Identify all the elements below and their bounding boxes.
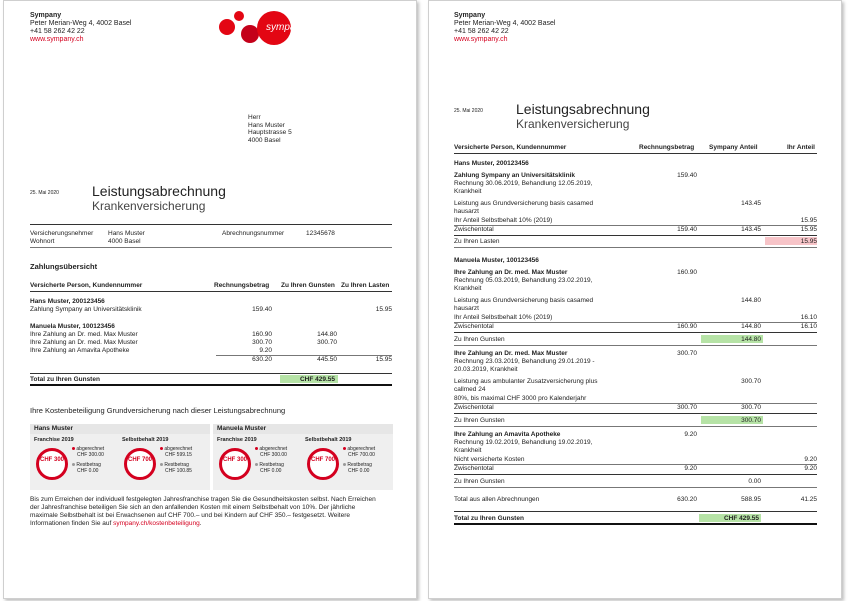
d-subtotal-label: Zwischentotal [454,465,494,472]
d-total-amount: 630.20 [677,496,697,503]
d-yours: 15.95 [800,217,817,224]
selbstbehalt-legend [343,446,375,474]
d-amount: 9.20 [684,431,697,438]
d-favor-label: Zu Ihren Gunsten [454,336,505,343]
d-favor-value: 0.00 [748,478,761,485]
d-line: Rechnung 30.06.2019, Behandlung 12.05.2019, [454,180,593,187]
d-line: callmed 24 [454,386,486,393]
page-2 [428,0,842,599]
ov-total-value: CHF 429.55 [299,376,335,383]
selbstbehalt-legend [160,446,192,474]
d-yours: 15.95 [800,226,817,233]
d-line: Zahlung Sympany an Universitätsklinik [454,172,576,179]
d-col-sympany: Sympany Anteil [709,144,758,151]
d-sympany: 144.80 [741,297,761,304]
vn-label: Versicherungsnehmer [30,230,94,237]
d-charge-value: 15.95 [800,238,817,245]
ov-row-charge: 15.95 [375,306,392,313]
d-line: Krankheit [454,188,482,195]
d-grand-total-value: CHF 429.55 [723,515,759,522]
franchise-gauge [36,448,68,480]
billed-dot-icon [72,447,75,450]
d-yours: 16.10 [800,314,817,321]
fr-rest-value: CHF 0.00 [260,468,282,474]
d-line: Krankheit [454,285,482,292]
legend-rest: Restbetrag [164,462,189,468]
abr-label: Abrechnungsnummer [222,230,285,237]
billed-dot-icon [255,447,258,450]
footer-period: . [199,520,202,527]
ov-sum-amount: 630.20 [252,356,272,363]
vn-value: Hans Muster [108,230,145,237]
d-line: Leistung aus Grundversicherung basis casamed [454,200,594,207]
d-favor-value: 300.70 [741,417,761,424]
sender-company: Sympany [30,12,62,19]
sb-rest-value: CHF 100.85 [165,468,192,474]
d-line: 80%, bis maximal CHF 3000 pro Kalenderjahr [454,395,587,402]
d-total-yours: 41.25 [800,496,817,503]
ov-row-favor: 144.80 [317,331,337,338]
d-sympany: 144.80 [741,323,761,330]
ov-total-label: Total zu Ihren Gunsten [30,376,100,383]
document-date: 25. Mai 2020 [30,190,59,196]
rest-dot-icon [72,463,75,466]
ov-person-2: Manuela Muster, 100123456 [30,323,115,330]
ov-row-label: Ihre Zahlung an Amavita Apotheke [30,347,130,354]
document-subtitle: Krankenversicherung [92,199,206,213]
selbstbehalt-label: Selbstbehalt 2019 [305,437,352,443]
recipient-name: Hans Muster [248,121,285,129]
ov-row-amount: 160.90 [252,331,272,338]
d-sympany: 143.45 [741,226,761,233]
d-amount: 160.90 [677,323,697,330]
legend-billed: abgerechnet [347,446,376,452]
d-subtotal-label: Zwischentotal [454,404,494,411]
legend-rest: Restbetrag [259,462,284,468]
d-sympany: 300.70 [741,378,761,385]
billed-dot-icon [343,447,346,450]
footer-line: Informationen finden Sie auf [30,520,112,527]
sender-company: Sympany [454,12,486,19]
sender-web-link[interactable]: www.sympany.ch [454,36,508,43]
d-amount: 159.40 [677,226,697,233]
d-sympany: 300.70 [741,404,761,411]
d-amount: 300.70 [677,404,697,411]
d-line: 20.03.2019, Krankheit [454,366,518,373]
d-grand-total-label: Total zu Ihren Gunsten [454,515,524,522]
footer-line: Bis zum Erreichen der individuell festgelegten Jahresfranchise tragen Sie die Gesundheitskosten selbst. Nach Erreichen [30,496,376,503]
selbstbehalt-gauge [307,448,339,480]
d-line: Ihre Zahlung an Dr. med. Max Muster [454,269,568,276]
ov-row-amount: 9.20 [259,347,272,354]
sb-billed-value: CHF 700.00 [348,452,375,458]
rest-dot-icon [343,463,346,466]
d-subtotal-label: Zwischentotal [454,226,494,233]
overview-heading: Zahlungsübersicht [30,262,98,271]
selbstbehalt-label: Selbstbehalt 2019 [122,437,169,443]
abr-value: 12345678 [306,230,335,237]
franchise-label: Franchise 2019 [217,437,257,443]
d-line: hausarzt [454,208,479,215]
recipient-street: Hauptstrasse 5 [248,129,292,136]
d-amount: 300.70 [677,350,697,357]
d-line: Rechnung 19.02.2019, Behandlung 19.02.2019, [454,439,593,446]
d-line: Ihre Zahlung an Amavita Apotheke [454,431,561,438]
d-line: Leistung aus ambulanter Zusatzversicherung plus [454,378,598,385]
fr-billed-value: CHF 300.00 [260,452,287,458]
d-person-manuela: Manuela Muster, 100123456 [454,257,539,264]
d-amount: 9.20 [684,465,697,472]
wohnort-label: Wohnort [30,238,55,245]
franchise-gauge [219,448,251,480]
page-1 [3,0,417,599]
sender-phone: +41 58 262 42 22 [30,28,85,35]
legend-billed: abgerechnet [76,446,105,452]
d-line: hausarzt [454,305,479,312]
d-yours: 9.20 [804,456,817,463]
gauge-value: CHF 700 [127,457,152,463]
legend-billed: abgerechnet [164,446,193,452]
legend-billed: abgerechnet [259,446,288,452]
gauge-value: CHF 300 [39,457,64,463]
d-person-hans: Hans Muster, 200123456 [454,160,529,167]
d-line: Rechnung 05.03.2019, Behandlung 23.02.2019, [454,277,593,284]
gauge-value: CHF 300 [222,457,247,463]
selbstbehalt-gauge [124,448,156,480]
recipient-salutation: Herr [248,114,261,121]
document-date: 25. Mai 2020 [454,108,483,114]
d-col-yours: Ihr Anteil [787,144,815,151]
ov-col-favor: Zu Ihren Gunsten [281,282,335,289]
document-subtitle: Krankenversicherung [516,117,630,131]
ov-row-amount: 300.70 [252,339,272,346]
d-sympany: 143.45 [741,200,761,207]
card-name: Hans Muster [30,424,210,434]
sb-billed-value: CHF 599.15 [165,452,192,458]
recipient-city: 4000 Basel [248,136,281,144]
rest-dot-icon [255,463,258,466]
ov-person-1: Hans Muster, 200123456 [30,298,105,305]
ov-col-amount: Rechnungsbetrag [214,282,270,289]
ov-sum-favor: 445.50 [317,356,337,363]
sender-block [454,12,555,44]
ov-row-label: Ihre Zahlung an Dr. med. Max Muster [30,331,138,338]
sympany-logo [219,7,319,49]
cost-share-card-hans [30,424,210,490]
d-line: Leistung aus Grundversicherung basis casamed [454,297,594,304]
franchise-legend [255,446,287,474]
ov-col-charge: Zu Ihren Lasten [341,282,390,289]
ov-row-label: Ihre Zahlung an Dr. med. Max Muster [30,339,138,346]
ov-col-person: Versicherte Person, Kundennummer [30,282,143,289]
legend-rest: Restbetrag [347,462,372,468]
cost-share-heading: Ihre Kostenbeteiligung Grundversicherung nach dieser Leistungsabrechnung [30,406,286,415]
footer-line: maximale Selbstbehalt ist bei Erwachsenen auf CHF 700.– und bei Kindern auf CHF 350.– festgesetzt. Weitere [30,512,350,519]
sender-phone: +41 58 262 42 22 [454,28,509,35]
footer-text [30,496,376,528]
ov-sum-charge: 15.95 [375,356,392,363]
sender-address: Peter Merian-Weg 4, 4002 Basel [30,20,132,27]
d-total-all-label: Total aus allen Abrechnungen [454,496,540,503]
d-amount: 160.90 [677,269,697,276]
d-charge-label: Zu Ihren Lasten [454,238,500,245]
fr-billed-value: CHF 300.00 [77,452,104,458]
d-favor-label: Zu Ihren Gunsten [454,478,505,485]
logo-text: sympany [266,22,307,33]
document-title: Leistungsabrechnung [516,101,650,117]
ov-row-label: Zahlung Sympany an Universitätsklinik [30,306,142,313]
footer-line: der Jahresfranchise beteiligen Sie sich an den anfallenden Kosten mit einem Selbstbehalt von 10%. Der jährliche [30,504,356,511]
wohnort-value: 4000 Basel [108,238,141,245]
d-line: Krankheit [454,447,482,454]
cost-share-card-manuela [213,424,393,490]
document-title: Leistungsabrechnung [92,183,226,199]
d-col-amount: Rechnungsbetrag [639,144,695,151]
sb-rest-value: CHF 0.00 [348,468,370,474]
ov-row-favor: 300.70 [317,339,337,346]
recipient-address [248,114,292,144]
d-subtotal-label: Zwischentotal [454,323,494,330]
d-favor-label: Zu Ihren Gunsten [454,417,505,424]
d-total-sympany: 588.95 [741,496,761,503]
d-line: Ihre Zahlung an Dr. med. Max Muster [454,350,568,357]
d-favor-value: 144.80 [741,336,761,343]
sender-web-link[interactable]: www.sympany.ch [30,36,84,43]
d-line: Ihr Anteil Selbstbehalt 10% (2019) [454,314,553,321]
franchise-legend [72,446,104,474]
rest-dot-icon [160,463,163,466]
d-line: Rechnung 23.03.2019, Behandlung 29.01.2019 - [454,358,595,365]
card-name: Manuela Muster [213,424,393,434]
gauge-value: CHF 700 [310,457,335,463]
d-yours: 16.10 [800,323,817,330]
sender-block [30,12,131,44]
d-yours: 9.20 [804,465,817,472]
franchise-label: Franchise 2019 [34,437,74,443]
cost-share-link[interactable]: sympany.ch/kostenbeteiligung [113,520,200,527]
d-col-person: Versicherte Person, Kundennummer [454,144,567,151]
d-amount: 159.40 [677,172,697,179]
ov-row-amount: 159.40 [252,306,272,313]
billed-dot-icon [160,447,163,450]
sender-address: Peter Merian-Weg 4, 4002 Basel [454,20,556,27]
d-line: Nicht versicherte Kosten [454,456,525,463]
legend-rest: Restbetrag [76,462,101,468]
d-line: Ihr Anteil Selbstbehalt 10% (2019) [454,217,553,224]
fr-rest-value: CHF 0.00 [77,468,99,474]
